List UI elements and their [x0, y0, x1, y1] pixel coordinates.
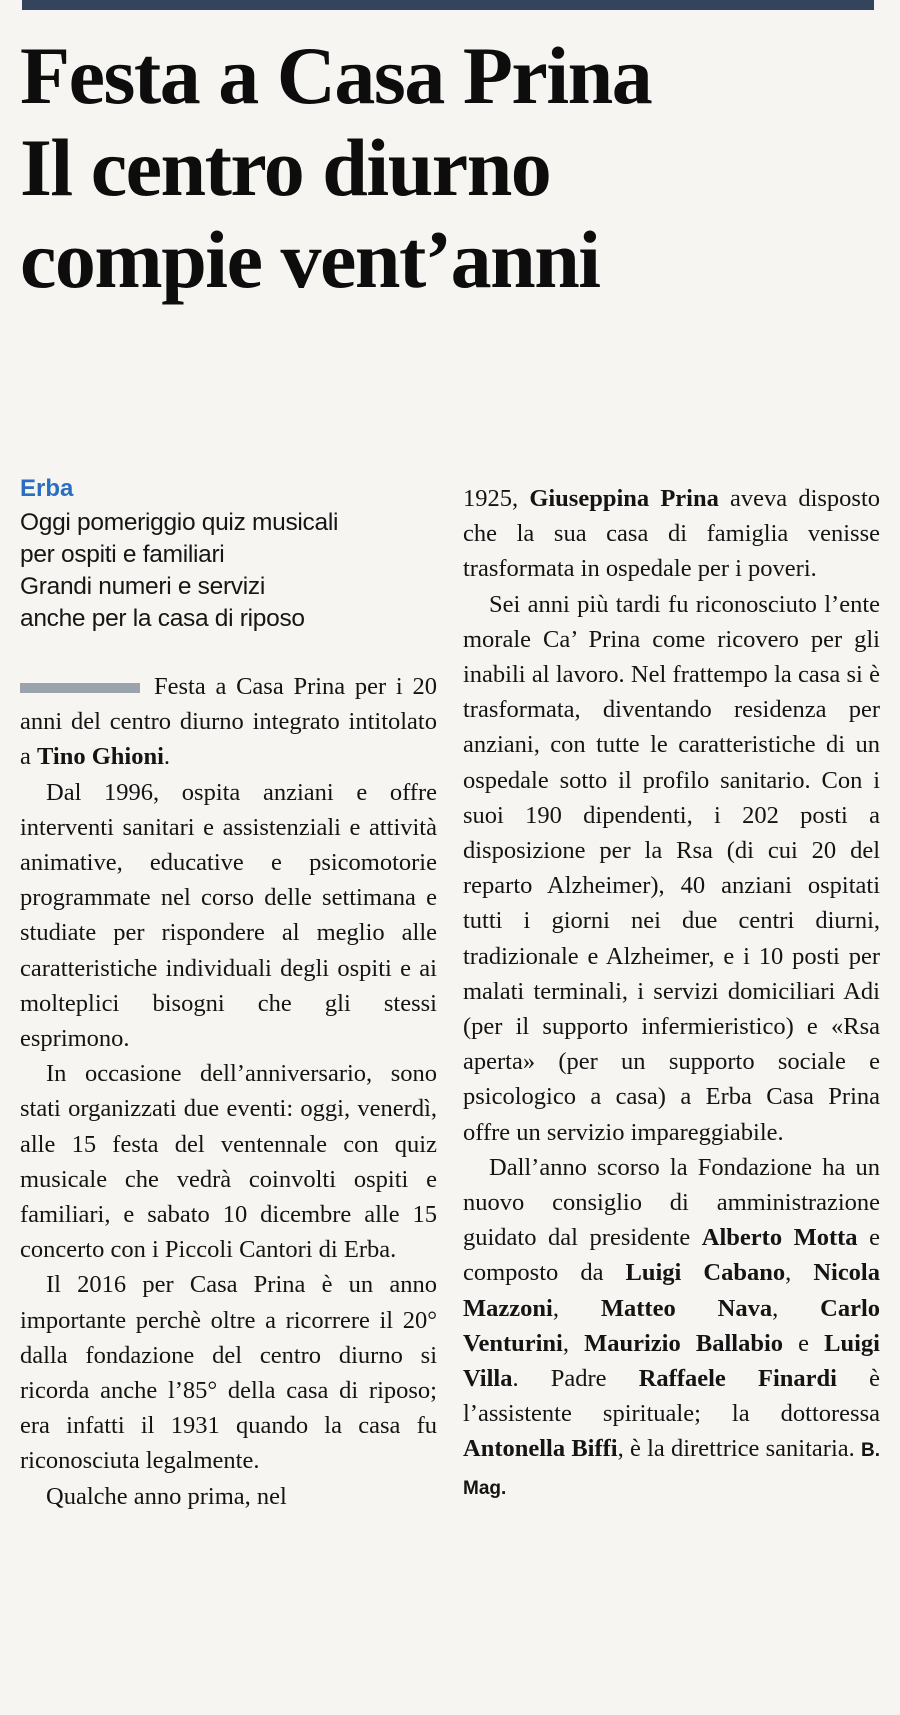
paragraph-6: Sei anni più tardi fu riconosciuto l’ente morale Ca’ Prina come ricovero per gli inabili al lavoro. Nel frattempo la casa si è trasformata, diventando residenza per anziani, con tutte le caratteristiche di un ospedale sotto il profilo sanitario. Con i suoi 190 dipendenti, i 202 posti a disposizione per la Rsa (di cui 20 del reparto Alzheimer), 40 anziani ospitati tutti i giorni nei due centri diurni, tradizionale e Alzheimer, e i 10 posti per malati terminali, i servizi domiciliari Adi (per il supporto infermieristico) e «Rsa aperta» (per un supporto sociale e psicologico a casa) a Erba Casa Prina offre un servizio impareggiabile.	[463, 590, 880, 1146]
name-giuseppina-prina: Giuseppina Prina	[529, 485, 719, 512]
p7-text-g: e	[783, 1329, 825, 1357]
paragraph-5: Qualche anno prima, nel	[46, 1482, 287, 1510]
summary-line-3: Grandi numeri e servizi	[20, 573, 265, 600]
p7-text-h: . Padre	[512, 1365, 639, 1393]
p7-text-d: ,	[552, 1294, 601, 1322]
p7-text-b: e composto da	[463, 1224, 880, 1287]
paragraph-1-text: Festa a Casa Prina per i 20 anni del centro diurno integrato intitolato a	[20, 673, 437, 771]
paragraph-3: In occasione dell’anniversario, sono stati organizzati due eventi: oggi, venerdì, alle 15 festa del ventennale con quiz musicale che vedrà coinvolti ospiti e familiari, e sabato 10 dicembre alle 15 concerto con i Piccoli Cantori di Erba.	[20, 1060, 437, 1264]
p7-text-j: , è la direttrice sanitaria.	[617, 1435, 861, 1463]
dateline-bar	[20, 683, 140, 693]
summary-line-4: anche per la casa di riposo	[20, 605, 305, 632]
paragraph-4: Il 2016 per Casa Prina è un anno importante perchè oltre a ricorrere il 20° dalla fondazione del centro diurno si ricorda anche l’85° della casa di riposo; era infatti il 1931 quando la casa fu riconosciuta legalmente.	[20, 1271, 437, 1475]
headline-line-2: Il centro diurno	[20, 122, 551, 213]
headline-line-3: compie vent’anni	[20, 214, 600, 305]
paragraph-2: Dal 1996, ospita anziani e offre interventi sanitari e assistenziali e attività animative, educative e psicomotorie programmate nel corso delle settimana e studiate per rispondere al meglio alle caratteristiche individuali degli ospiti e ai molteplici bisogni che gli stessi esprimono.	[20, 778, 437, 1053]
name-luigi-cabano: Luigi Cabano	[625, 1259, 786, 1287]
name-alberto-motta: Alberto Motta	[701, 1224, 858, 1252]
summary-line-2: per ospiti e familiari	[20, 541, 225, 568]
kicker-location: Erba	[20, 475, 74, 502]
name-luigi-villa: Luigi Villa	[463, 1329, 880, 1393]
left-column	[20, 445, 437, 1514]
article	[20, 30, 881, 1510]
year-1925: 1925,	[463, 485, 530, 512]
name-nicola-mazzoni: Nicola Mazzoni	[463, 1259, 880, 1322]
top-color-strip	[22, 0, 874, 10]
paragraph-5-continued	[463, 481, 880, 587]
paragraph-7	[463, 1150, 880, 1506]
name-tino-ghioni: Tino Ghioni	[37, 743, 164, 771]
article-columns	[20, 445, 880, 1514]
paragraph-1	[20, 669, 437, 775]
name-raffaele-finardi: Raffaele Finardi	[638, 1365, 837, 1393]
p7-text-i: è l’assistente spirituale; la dottoressa	[463, 1365, 880, 1428]
p7-text-e: ,	[772, 1294, 821, 1322]
paragraph-5-continued-text: aveva disposto che la sua casa di famiglia venisse trasformata in ospedale per i poveri.	[463, 485, 881, 583]
author-signature: B. Mag.	[463, 1440, 880, 1499]
summary	[20, 507, 437, 635]
name-antonella-biffi: Antonella Biffi	[463, 1435, 618, 1463]
name-maurizio-ballabio: Maurizio Ballabio	[584, 1329, 783, 1357]
paragraph-1-end: .	[163, 743, 171, 771]
body-text-right	[463, 481, 880, 1506]
name-matteo-nava: Matteo Nava	[600, 1294, 773, 1322]
p7-text-c: ,	[785, 1259, 814, 1287]
summary-line-1: Oggi pomeriggio quiz musicali	[20, 509, 339, 536]
p7-text-a: Dall’anno scorso la Fondazione ha un nuovo consiglio di amministrazione guidato dal presidente	[463, 1153, 880, 1252]
headline-line-1: Festa a Casa Prina	[20, 30, 652, 121]
right-column	[463, 481, 880, 1514]
body-text-left	[20, 669, 437, 1514]
name-carlo-venturini: Carlo Venturini	[463, 1294, 881, 1357]
p7-text-f: ,	[562, 1329, 585, 1357]
headline	[20, 30, 880, 306]
